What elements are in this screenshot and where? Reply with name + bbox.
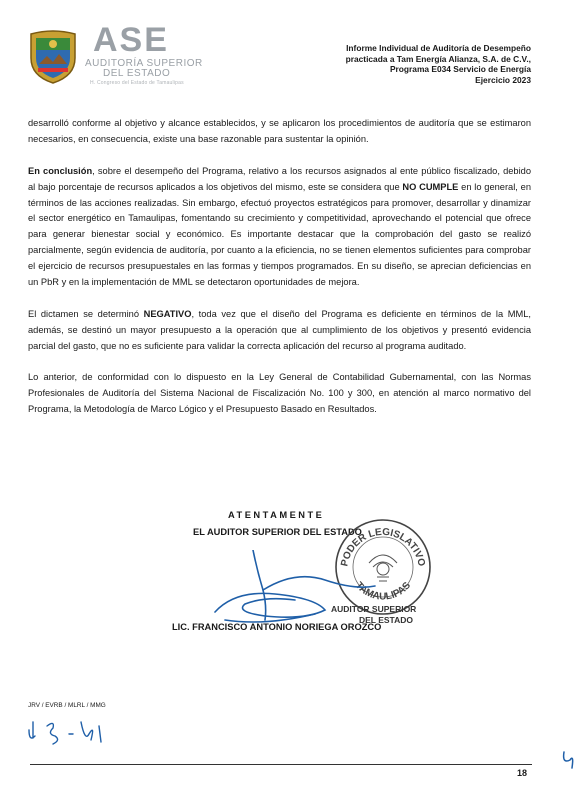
paragraph-dictamen: El dictamen se determinó NEGATIVO, toda vez que el diseño del Programa es deficiente en términos de la MML, además, se destinó un mayor presupuesto a la operación que al cumplimiento de los objetivos y presentó evidencia parcial del gasto, que no es suficiente para validar la correcta aplicación del recurso al programa auditado. <box>28 308 531 351</box>
conclusion-lead: En conclusión <box>28 165 93 176</box>
report-entity: practicada a Tam Energía Alianza, S.A. de C.V., <box>345 53 531 64</box>
document-body <box>28 116 531 434</box>
logo-subtitle-2: DEL ESTADO <box>103 68 171 79</box>
verdict-negativo: NEGATIVO <box>143 308 192 319</box>
verdict-no-cumple: NO CUMPLE <box>402 181 459 192</box>
page-header <box>0 0 583 100</box>
paragraph-conclusion: En conclusión, sobre el desempeño del Programa, relativo a los recursos asignados al ente público fiscalizado, debido al bajo porcentaje de recursos aplicados a los objetivos del mismo, este se considera que NO CUMPLE en lo general, en términos de las acciones realizadas. Sin embargo, efectuó proyectos estratégicos para promover, desarrollar y dinamizar el sector energético en Tamaulipas, fomentando su crecimiento y competitividad, aprovechando el potencial que ofrece para generar bienestar social y económico. Es importante destacar que la comprobación del gasto se realizó parcialmente, según evidencia de auditoría, por cuanto a la eficiencia, no se tienen elementos suficientes para comprobar el ejercicio de recursos presupuestales en las formas y tiempos programados. En su diseño, se aprecian deficiencias en un PbR y en la implementación de MML se detectaron oportunidades de mejora. <box>28 165 531 288</box>
report-title: Informe Individual de Auditoría de Desempeño <box>346 43 531 53</box>
report-year: Ejercicio 2023 <box>475 74 531 85</box>
logo-wordmark: ASE <box>93 21 169 59</box>
report-program: Programa E034 Servicio de Energía <box>389 64 531 74</box>
report-header-info <box>346 43 531 85</box>
footer-divider <box>30 764 532 765</box>
signer-name: LIC. FRANCISCO ANTONIO NORIEGA OROZCO <box>172 622 382 632</box>
closing-attentively: ATENTAMENTE <box>228 510 325 520</box>
seal-top-text: PODER LEGISLATIVO <box>339 526 427 568</box>
margin-initial <box>560 748 580 770</box>
paragraph-legal-basis: Lo anterior, de conformidad con lo dispuesto en la Ley General de Contabilidad Gubernamental, con las Normas Profesionales de Auditoría del Sistema Nacional de Fiscalización No. 100 y 300, en atención al marco normativo del Programa, la Metodología de Marco Lógico y el Presupuesto Basado en Resultados. <box>28 372 531 415</box>
paragraph-1: desarrolló conforme al objetivo y alcance establecidos, y se aplicaron los procedimientos de auditoría que se estimaron necesarios, en consecuencia, existe una base razonable para sustentar la opinión. <box>28 118 531 144</box>
handwritten-signature <box>205 550 380 630</box>
logo-subtitle-1: AUDITORÍA SUPERIOR <box>85 58 203 69</box>
seal-caption: AUDITOR SUPERIOR DEL ESTADO <box>331 604 417 625</box>
state-coat-of-arms-icon <box>27 28 79 84</box>
logo-subtitle-3: H. Congreso del Estado de Tamaulipas <box>90 80 184 86</box>
seal-bottom-text: TAMAULIPAS <box>353 580 413 603</box>
initials-signature <box>25 712 115 748</box>
page-number: 18 <box>517 768 528 778</box>
document-initials: JRV / EVRB / MLRL / MMG <box>28 702 106 709</box>
signer-role: EL AUDITOR SUPERIOR DEL ESTADO <box>193 527 362 537</box>
